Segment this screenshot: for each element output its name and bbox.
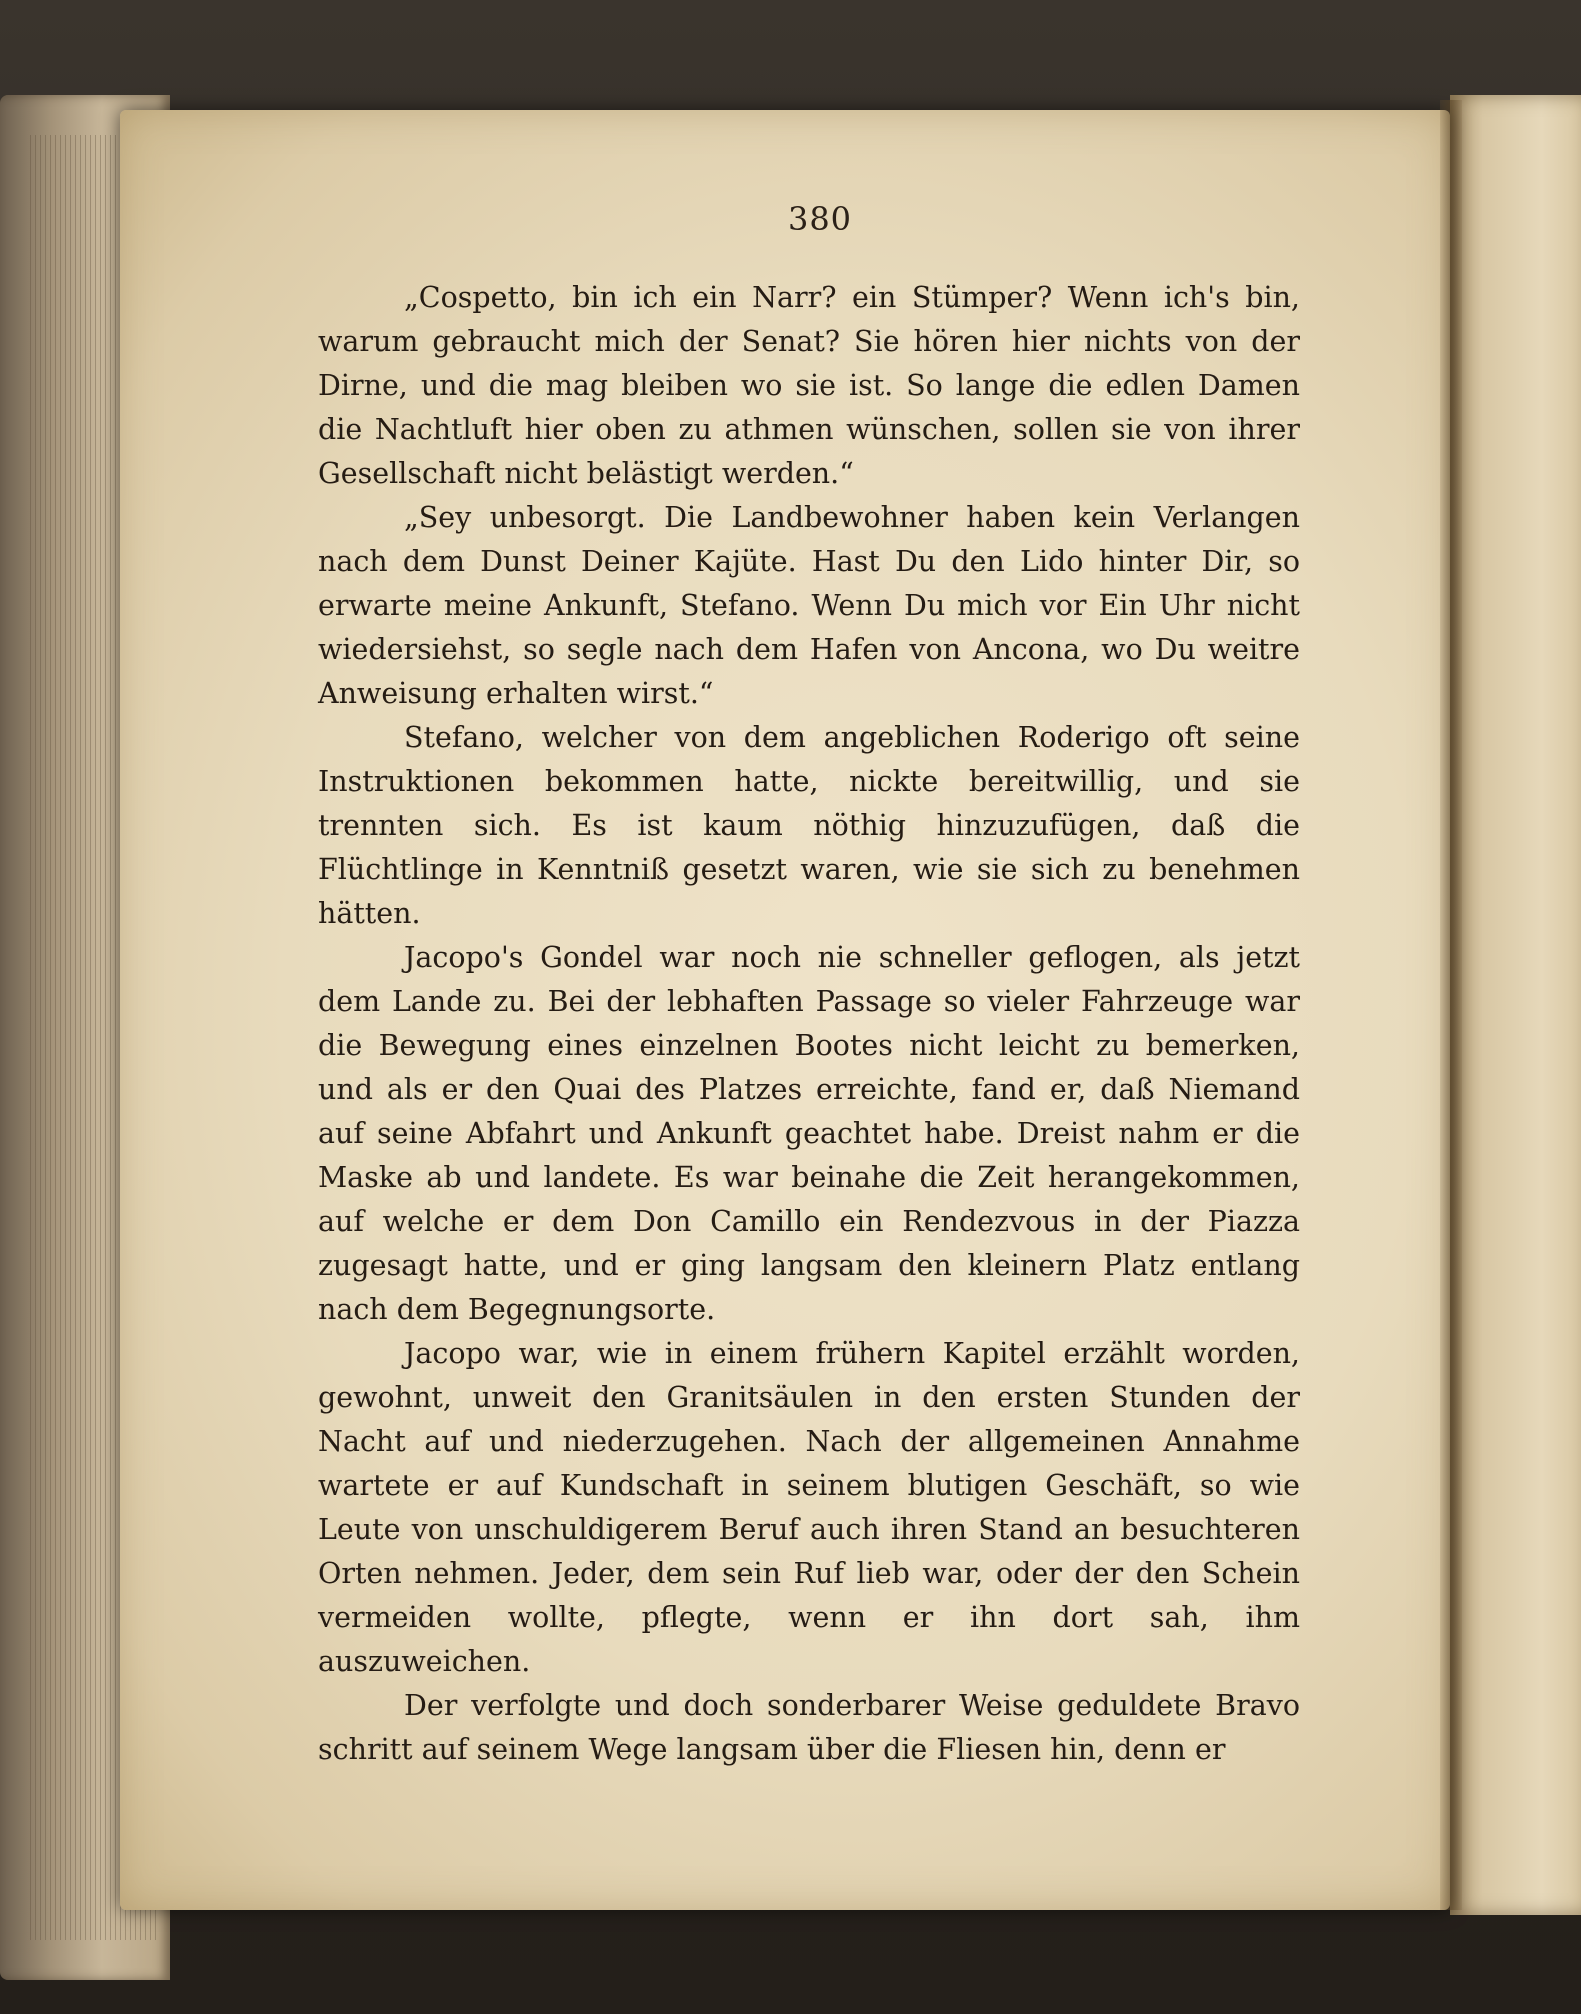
- paragraph: Der verfolgte und doch sonderbarer Weise geduldete Bravo schritt auf seinem Wege langsam über die Fliesen hin, denn er: [318, 1689, 1300, 1766]
- paragraph: Stefano, welcher von dem angeblichen Roderigo oft seine Instruktionen bekommen hatte, nickte bereitwillig, und sie trennten sich. Es ist kaum nöthig hinzuzufügen, daß die Flüchtlinge in Kenntniß gesetzt waren, wie sie sich zu benehmen hätten.: [318, 721, 1300, 930]
- paragraph: Jacopo war, wie in einem frühern Kapitel erzählt worden, gewohnt, unweit den Granitsäulen in den ersten Stunden der Nacht auf und niederzugehen. Nach der allgemeinen Annahme wartete er auf Kundschaft in seinem blutigen Geschäft, so wie Leute von unschuldigerem Beruf auch ihren Stand an besuchteren Orten nehmen. Jeder, dem sein Ruf lieb war, oder der den Schein vermeiden wollte, pflegte, wenn er ihn dort sah, ihm auszuweichen.: [318, 1337, 1300, 1678]
- paragraph: „Sey unbesorgt. Die Landbewohner haben kein Verlangen nach dem Dunst Deiner Kajüte. Hast Du den Lido hinter Dir, so erwarte meine Ankunft, Stefano. Wenn Du mich vor Ein Uhr nicht wiedersiehst, so segle nach dem Hafen von Ancona, wo Du weitre Anweisung erhalten wirst.“: [318, 501, 1300, 710]
- paragraph: Jacopo's Gondel war noch nie schneller geflogen, als jetzt dem Lande zu. Bei der lebhaften Passage so vieler Fahrzeuge war die Bewegung eines einzelnen Bootes nicht leicht zu bemerken, und als er den Quai des Platzes erreichte, fand er, daß Niemand auf seine Abfahrt und Ankunft geachtet habe. Dreist nahm er die Maske ab und landete. Es war beinahe die Zeit herangekommen, auf welche er dem Don Camillo ein Rendezvous in der Piazza zugesagt hatte, und er ging langsam den kleinern Platz entlang nach dem Begegnungsorte.: [318, 941, 1300, 1326]
- book-gutter: [1440, 100, 1462, 1910]
- page-number: 380: [787, 200, 853, 238]
- body-text: [318, 276, 1300, 1772]
- facing-page: [1450, 95, 1581, 1915]
- paragraph: „Cospetto, bin ich ein Narr? ein Stümper? Wenn ich's bin, warum gebraucht mich der Senat? Sie hören hier nichts von der Dirne, und die mag bleiben wo sie ist. So lange die edlen Damen die Nachtluft hier oben zu athmen wünschen, sollen sie von ihrer Gesellschaft nicht belästigt werden.“: [318, 281, 1300, 490]
